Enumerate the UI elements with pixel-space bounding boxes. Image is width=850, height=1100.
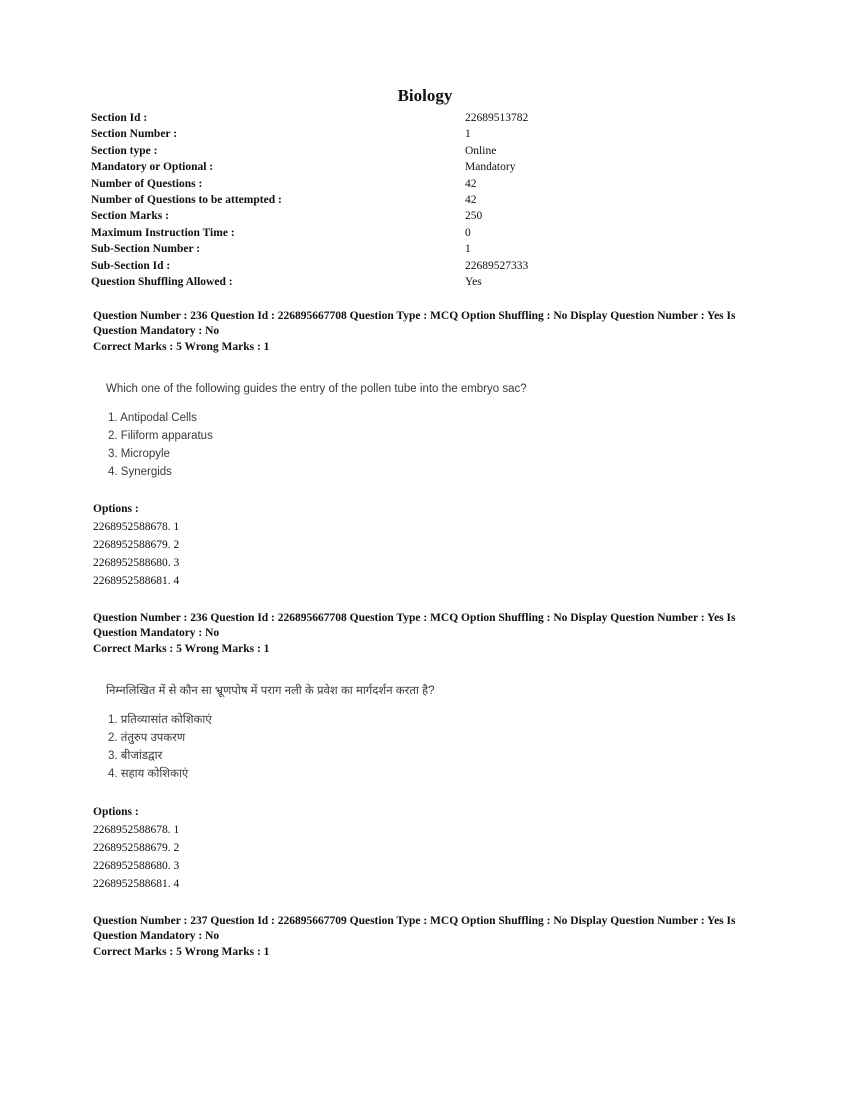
section-metadata — [91, 110, 611, 290]
meta-label: Question Shuffling Allowed : — [91, 276, 233, 289]
meta-label: Section Marks : — [91, 210, 169, 223]
question-header-text: Question Number : 236 Question Id : 226895667708 Question Type : MCQ Option Shuffling : No Display Question Number : Yes Is Question Mandatory : No — [93, 310, 736, 337]
choice-item: 1. Antipodal Cells — [108, 412, 197, 424]
meta-label: Section type : — [91, 144, 158, 157]
meta-value: Mandatory — [465, 161, 516, 174]
meta-row — [91, 274, 611, 290]
meta-row — [91, 208, 611, 224]
option-item: 2268952588681. 4 — [93, 878, 180, 890]
meta-label: Sub-Section Id : — [91, 259, 171, 272]
question-text: Which one of the following guides the entry of the pollen tube into the embryo sac? — [106, 383, 527, 395]
option-item: 2268952588678. 1 — [93, 521, 180, 533]
choice-item: 3. Micropyle — [108, 448, 170, 460]
options-block — [93, 500, 393, 590]
choice-item: 2. तंतुरुप उपकरण — [108, 732, 186, 744]
choice-item: 1. प्रतिव्यासांत कोशिकाएं — [108, 714, 212, 726]
meta-value: 1 — [465, 243, 471, 256]
question-text: निम्नलिखित में से कौन सा भ्रूणपोष में पराग नली के प्रवेश का मार्गदर्शन करता है? — [106, 685, 435, 697]
meta-label: Maximum Instruction Time : — [91, 226, 235, 239]
option-item: 2268952588679. 2 — [93, 539, 180, 551]
options-label: Options : — [93, 806, 139, 818]
meta-value: 22689527333 — [465, 259, 529, 272]
question-header-text: Question Number : 237 Question Id : 226895667709 Question Type : MCQ Option Shuffling : No Display Question Number : Yes Is Question Mandatory : No — [93, 915, 736, 942]
question-choices — [108, 711, 508, 783]
meta-label: Number of Questions to be attempted : — [91, 194, 282, 207]
option-item: 2268952588678. 1 — [93, 824, 180, 836]
question-header — [93, 309, 773, 355]
meta-row — [91, 241, 611, 257]
option-item: 2268952588679. 2 — [93, 842, 180, 854]
page-title: Biology — [397, 86, 453, 105]
option-item: 2268952588680. 3 — [93, 557, 180, 569]
option-item: 2268952588680. 3 — [93, 860, 180, 872]
question-header — [93, 611, 773, 657]
meta-row — [91, 176, 611, 192]
meta-value: 42 — [465, 194, 477, 207]
option-item: 2268952588681. 4 — [93, 575, 180, 587]
meta-label: Sub-Section Number : — [91, 243, 201, 256]
meta-row — [91, 126, 611, 142]
choice-item: 4. Synergids — [108, 466, 172, 478]
meta-row — [91, 159, 611, 175]
meta-value: 0 — [465, 226, 471, 239]
meta-value: 1 — [465, 128, 471, 141]
options-label: Options : — [93, 503, 139, 515]
meta-value: 250 — [465, 210, 483, 223]
meta-label: Section Number : — [91, 128, 178, 141]
question-marks: Correct Marks : 5 Wrong Marks : 1 — [93, 341, 270, 353]
choice-item: 3. बीजांडद्वार — [108, 750, 163, 762]
meta-label: Section Id : — [91, 112, 148, 124]
meta-value: Online — [465, 144, 497, 157]
meta-label: Mandatory or Optional : — [91, 161, 214, 174]
choice-item: 2. Filiform apparatus — [108, 430, 213, 442]
question-choices — [108, 409, 508, 481]
question-header — [93, 914, 773, 960]
meta-value: 42 — [465, 177, 477, 190]
meta-label: Number of Questions : — [91, 177, 203, 190]
question-marks: Correct Marks : 5 Wrong Marks : 1 — [93, 946, 270, 958]
meta-value: 22689513782 — [465, 112, 529, 124]
options-block — [93, 803, 393, 893]
meta-row — [91, 258, 611, 274]
choice-item: 4. सहाय कोशिकाएं — [108, 768, 189, 780]
meta-row — [91, 225, 611, 241]
question-marks: Correct Marks : 5 Wrong Marks : 1 — [93, 643, 270, 655]
meta-row — [91, 192, 611, 208]
question-header-text: Question Number : 236 Question Id : 226895667708 Question Type : MCQ Option Shuffling : No Display Question Number : Yes Is Question Mandatory : No — [93, 612, 736, 639]
meta-value: Yes — [465, 276, 482, 289]
meta-row — [91, 143, 611, 159]
meta-row — [91, 110, 611, 126]
